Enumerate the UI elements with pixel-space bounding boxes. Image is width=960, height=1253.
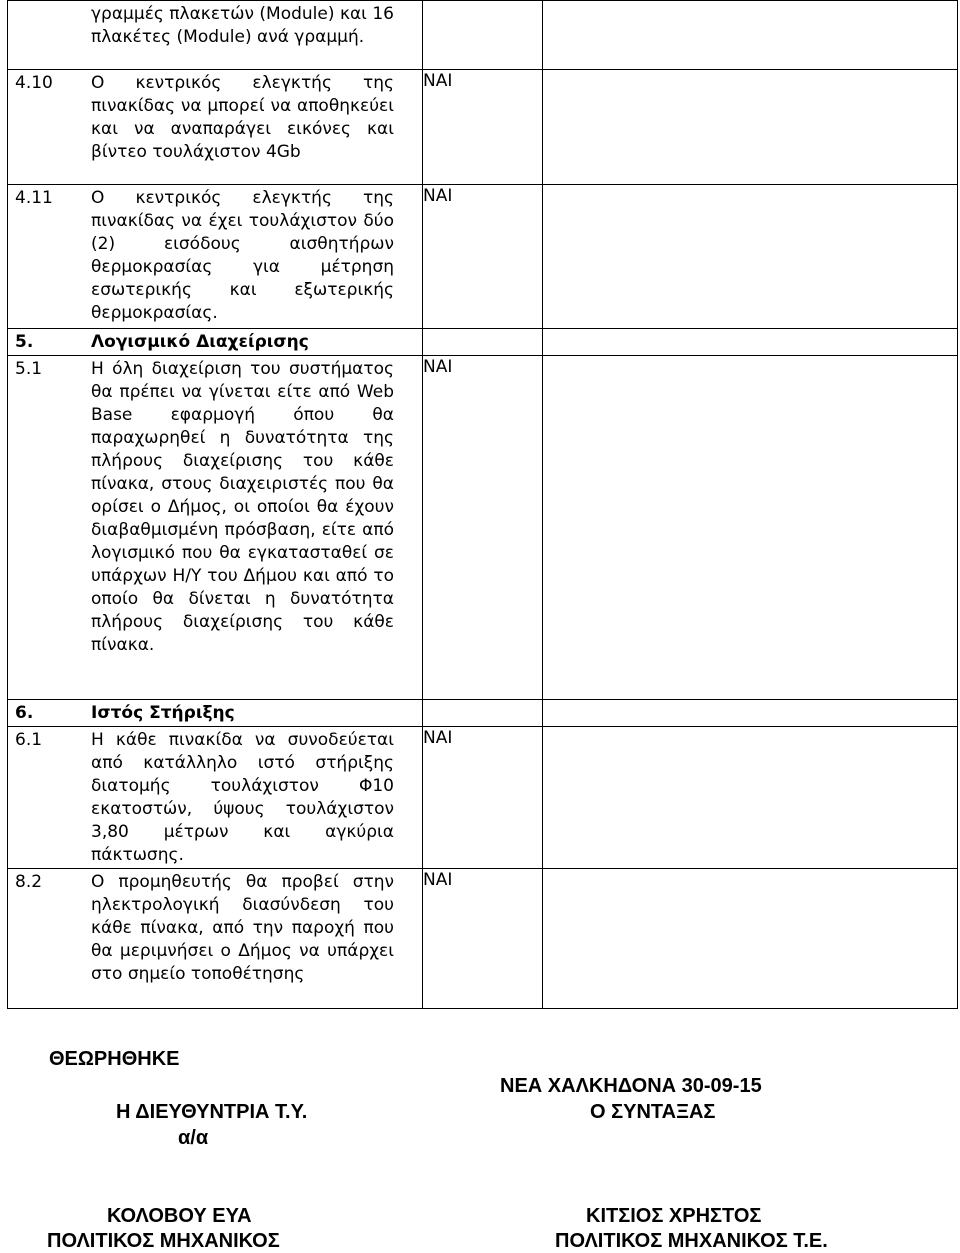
director-title: Η ΔΙΕΥΘΥΝΤΡΙΑ Τ.Υ.: [116, 1101, 308, 1123]
description-cell: [8, 869, 423, 1009]
item-number: [15, 3, 91, 49]
table-row: [8, 356, 958, 700]
empty-cell: [543, 1, 958, 70]
section-number: 6.: [15, 703, 34, 723]
empty-cell: [543, 185, 958, 329]
answer-cell: ΝΑΙ: [423, 727, 543, 869]
item-text: Ο προμηθευτής θα προβεί στην ηλεκτρολογική διασύνδεση του κάθε πίνακα, από την παροχή που θα μεριμνήσει ο Δήμος να υπάρχει στο σημείο τοποθέτησης: [91, 872, 394, 984]
empty-cell: [543, 329, 958, 356]
table-row: [8, 1, 958, 70]
section-row: [8, 700, 958, 727]
left-signer-name: ΚΟΛΟΒΟΥ ΕΥΑ: [107, 1205, 252, 1227]
section-title: Λογισμικό Διαχείρισης: [91, 332, 309, 352]
right-signer-name: ΚΙΤΣΙΟΣ ΧΡΗΣΤΟΣ: [586, 1205, 762, 1227]
item-text: γραμμές πλακετών (Module) και 16 πλακέτες (Module) ανά γραμμή.: [91, 4, 394, 47]
answer-cell: ΝΑΙ: [423, 70, 543, 185]
description-cell: [8, 70, 423, 185]
left-signer-role: ΠΟΛΙΤΙΚΟΣ ΜΗΧΑΝΙΚΟΣ: [47, 1230, 280, 1252]
answer-cell: [423, 329, 543, 356]
empty-cell: [543, 869, 958, 1009]
section-cell: [8, 700, 423, 727]
description-cell: [8, 727, 423, 869]
description-cell: [8, 1, 423, 70]
item-number: 5.1: [15, 359, 43, 379]
section-row: [8, 329, 958, 356]
section-number: 5.: [15, 332, 34, 352]
item-number: 4.11: [15, 188, 53, 208]
table-row: [8, 727, 958, 869]
item-text: Ο κεντρικός ελεγκτής της πινακίδας να έχει τουλάχιστον δύο (2) εισόδους αισθητήρων θερμοκρασίας για μέτρηση εσωτερικής και εξωτερικής θερμοκρασίας.: [91, 188, 394, 323]
section-title: Ιστός Στήριξης: [91, 703, 235, 723]
answer-cell: [423, 700, 543, 727]
empty-cell: [543, 356, 958, 700]
item-number: 6.1: [15, 730, 43, 750]
item-number: 4.10: [15, 73, 53, 93]
item-number: 8.2: [15, 872, 43, 892]
answer-cell: ΝΑΙ: [423, 356, 543, 700]
empty-cell: [543, 727, 958, 869]
item-text: Η κάθε πινακίδα να συνοδεύεται από κατάλληλο ιστό στήριξης διατομής τουλάχιστον Φ10 εκατοστών, ύψους τουλάχιστον 3,80 μέτρων και αγκύρια πάκτωσης.: [91, 730, 394, 865]
description-cell: [8, 356, 423, 700]
item-text: Η όλη διαχείριση του συστήματος θα πρέπει να γίνεται είτε από Web Base εφαρμογή όπου θα παραχωρηθεί η δυνατότητα της πλήρους διαχείρισης του κάθε πίνακα, στους διαχειριστές που θα ορίσει ο Δήμος, οι οποίοι θα έχουν διαβαθμισμένη πρόσβαση, είτε από λογισμικό που θα εγκατασταθεί σε υπάρχων Η/Υ του Δήμου και από το οποίο θα δίνεται η δυνατότητα πλήρους διαχείρισης του κάθε πίνακα.: [91, 359, 394, 655]
item-text: Ο κεντρικός ελεγκτής της πινακίδας να μπορεί να αποθηκεύει και να αναπαράγει εικόνες και βίντεο τουλάχιστον 4Gb: [91, 73, 394, 162]
empty-cell: [543, 70, 958, 185]
table-row: [8, 869, 958, 1009]
right-signer-role: ΠΟΛΙΤΙΚΟΣ ΜΗΧΑΝΙΚΟΣ Τ.Ε.: [555, 1230, 828, 1252]
description-cell: [8, 185, 423, 329]
answer-cell: [423, 1, 543, 70]
author-title: Ο ΣΥΝΤΑΞΑΣ: [590, 1101, 716, 1123]
place-date: ΝΕΑ ΧΑΛΚΗΔΟΝΑ 30-09-15: [500, 1075, 762, 1097]
empty-cell: [543, 700, 958, 727]
specifications-table: [7, 0, 958, 1009]
approved-label: ΘΕΩΡΗΘΗΚΕ: [49, 1048, 180, 1070]
table-row: [8, 185, 958, 329]
section-cell: [8, 329, 423, 356]
table-row: [8, 70, 958, 185]
on-behalf-label: α/α: [178, 1127, 209, 1149]
answer-cell: ΝΑΙ: [423, 185, 543, 329]
answer-cell: ΝΑΙ: [423, 869, 543, 1009]
